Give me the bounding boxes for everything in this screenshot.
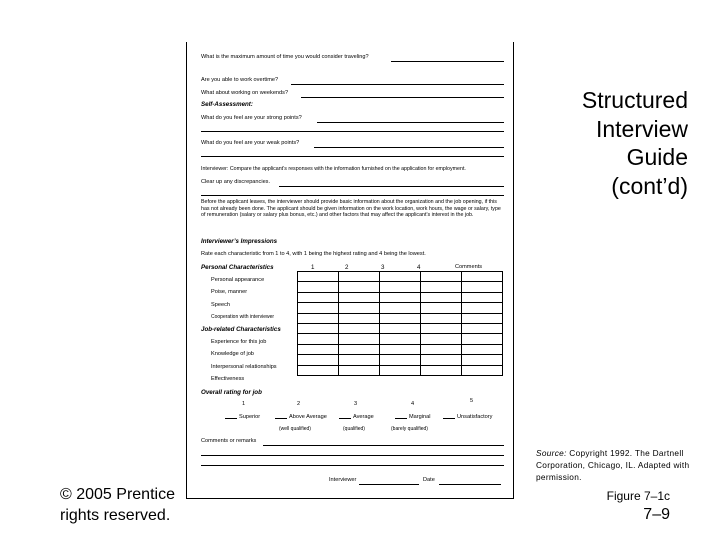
answer-line <box>201 455 504 456</box>
rating-note: (well qualified) <box>279 426 311 432</box>
rating-label: Unsatisfactory <box>457 414 493 420</box>
personal-item: Cooperation with interviewer <box>211 314 275 320</box>
rating-label: Average <box>353 414 374 420</box>
rating-note: (qualified) <box>343 426 365 432</box>
slide-title-line: Structured <box>581 87 688 113</box>
copyright-notice <box>60 484 175 526</box>
question-travel: What is the maximum amount of time you would consider traveling? <box>201 54 369 60</box>
comments-label: Comments or remarks <box>201 438 257 444</box>
rating-checkbox[interactable] <box>225 418 237 419</box>
copyright-line-1: © 2005 Prentice <box>60 486 175 503</box>
rating-number: 2 <box>297 401 301 407</box>
answer-line <box>301 97 504 98</box>
job-item: Interpersonal relationships <box>211 364 277 370</box>
column-2-header: 2 <box>345 264 349 271</box>
answer-line <box>201 195 504 196</box>
source-label: Source: <box>536 448 567 458</box>
source-text: Copyright 1992. The Dartnell Corporation, Chicago, IL. Adapted with permission. <box>536 448 690 482</box>
question-strong-points: What do you feel are your strong points? <box>201 115 302 121</box>
overall-rating-heading: Overall rating for job <box>201 389 262 396</box>
slide-title-line: Guide <box>626 144 688 170</box>
interview-form <box>186 42 514 499</box>
interviewer-label: Interviewer <box>329 477 357 483</box>
rating-label: Above Average <box>289 414 327 420</box>
rating-checkbox[interactable] <box>395 418 407 419</box>
self-assessment-heading: Self-Assessment: <box>201 101 253 108</box>
clear-up-note: Clear up any discrepancies. <box>201 179 271 185</box>
comments-column-header: Comments <box>455 264 483 270</box>
source-caption <box>536 447 696 483</box>
question-weekends: What about working on weekends? <box>201 90 289 96</box>
answer-line <box>201 465 504 466</box>
rating-instructions: Rate each characteristic from 1 to 4, with 1 being the highest rating and 4 being the lowest. <box>201 251 426 257</box>
rating-checkbox[interactable] <box>339 418 351 419</box>
rating-checkbox[interactable] <box>443 418 455 419</box>
rating-label: Superior <box>239 414 261 420</box>
signature-line <box>359 484 419 485</box>
answer-line <box>314 147 504 148</box>
personal-item: Personal appearance <box>211 277 265 283</box>
answer-line <box>201 131 504 132</box>
rating-note: (barely qualified) <box>391 426 428 432</box>
answer-line <box>263 445 504 446</box>
rating-option-marginal[interactable] <box>395 414 430 421</box>
question-weak-points: What do you feel are your weak points? <box>201 140 300 146</box>
slide-title <box>548 86 688 200</box>
answer-line <box>291 84 504 85</box>
personal-characteristics-heading: Personal Characteristics <box>201 264 274 271</box>
rating-grid <box>297 271 503 376</box>
column-1-header: 1 <box>311 264 315 271</box>
closing-info-paragraph: Before the applicant leaves, the interviewer should provide basic information about the organization and the job opening, if this has not already been done. The applicant should be given information on the work location, work hours, the wage or salary, type of remuneration (salary or salary plus bonus, etc.) and other factors that may affect the applicant’s interest in the job. <box>201 199 501 218</box>
slide-title-line: Interview <box>595 115 688 142</box>
personal-item: Speech <box>211 302 230 308</box>
job-item: Knowledge of job <box>211 351 254 357</box>
page-number: 7–9 <box>643 506 670 523</box>
job-item: Experience for this job <box>211 339 267 345</box>
date-line <box>439 484 501 485</box>
rating-option-unsatisfactory[interactable] <box>443 414 492 421</box>
rating-option-above-average[interactable] <box>275 414 327 421</box>
answer-line <box>391 61 504 62</box>
rating-number: 3 <box>354 401 358 407</box>
date-label: Date <box>423 477 435 483</box>
rating-option-average[interactable] <box>339 414 374 421</box>
rating-checkbox[interactable] <box>275 418 287 419</box>
slide-title-line: (cont’d) <box>611 172 688 199</box>
rating-number: 4 <box>411 401 415 407</box>
rating-number: 1 <box>242 401 246 407</box>
figure-label: Figure 7–1c <box>606 489 670 503</box>
job-characteristics-heading: Job-related Characteristics <box>201 326 281 333</box>
answer-line <box>279 186 504 187</box>
personal-item: Poise, manner <box>211 289 248 295</box>
impressions-heading: Interviewer’s Impressions <box>201 238 278 245</box>
copyright-line-2: rights reserved. <box>60 507 171 524</box>
answer-line <box>317 122 504 123</box>
column-3-header: 3 <box>381 264 385 271</box>
rating-label: Marginal <box>409 414 431 420</box>
answer-line <box>201 156 504 157</box>
interviewer-compare-note: Interviewer: Compare the applicant’s responses with the information furnished on the application for employment. <box>201 166 466 172</box>
rating-number: 5 <box>470 398 474 404</box>
rating-option-superior[interactable] <box>225 414 260 421</box>
job-item: Effectiveness <box>211 376 245 382</box>
column-4-header: 4 <box>417 264 421 271</box>
question-overtime: Are you able to work overtime? <box>201 77 279 83</box>
